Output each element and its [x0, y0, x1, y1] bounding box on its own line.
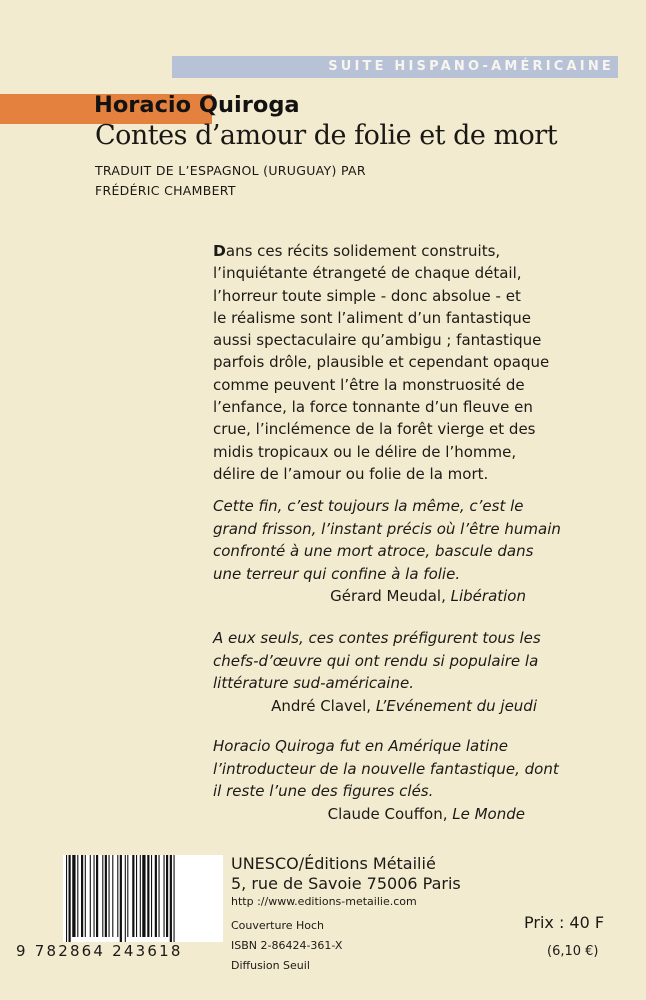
barcode-bar: [94, 855, 95, 937]
barcode-bar: [140, 855, 141, 937]
blurb-line: midis tropicaux ou le délire de l’homme,: [213, 442, 517, 461]
blurb-line: délire de l’amour ou folie de la mort.: [213, 464, 489, 483]
quote-line: l’introducteur de la nouvelle fantastique, dont: [213, 759, 559, 778]
barcode-bar: [120, 855, 122, 942]
blurb-line: aussi spectaculaire qu’ambigu ; fantastique: [213, 331, 542, 350]
blurb-line: l’enfance, la force tonnante d’un fleuve en: [213, 398, 533, 417]
quote-line: Horacio Quiroga fut en Amérique latine: [213, 737, 509, 755]
book-blurb: [213, 240, 623, 485]
blurb-line: crue, l’inclémence de la forêt vierge et des: [213, 420, 536, 439]
barcode-bar: [81, 855, 83, 937]
blurb-line: [213, 240, 623, 262]
quote-text: [213, 735, 623, 803]
press-quote: [213, 627, 623, 717]
quote-line: A eux seuls, ces contes préfigurent tous les: [213, 629, 541, 647]
barcode-bar: [102, 855, 103, 937]
barcode: [63, 855, 223, 942]
quote-line: grand frisson, l’instant précis où l’être humain: [213, 519, 561, 538]
barcode-bar: [85, 855, 86, 937]
translator-line-1: TRADUIT DE L’ESPAGNOL (URUGUAY) PAR: [95, 163, 366, 178]
quote-line: une terreur qui confine à la folie.: [213, 564, 461, 583]
barcode-bar: [170, 855, 172, 942]
quote-source: Libération: [450, 587, 526, 605]
quote-text: [213, 627, 623, 695]
barcode-bar: [136, 855, 137, 937]
barcode-bar: [147, 855, 149, 937]
quote-author: André Clavel,: [271, 696, 372, 715]
quote-line: il reste l’une des figures clés.: [213, 782, 434, 800]
barcode-bar: [174, 855, 175, 942]
blurb-line: comme peuvent l’être la monstruosité de: [213, 375, 525, 394]
barcode-bar: [151, 855, 152, 937]
barcode-bar: [90, 855, 91, 937]
barcode-bars: [63, 855, 223, 942]
cover-credit: Couverture Hoch: [231, 919, 325, 932]
barcode-bar: [166, 855, 168, 937]
barcode-bar: [159, 855, 160, 937]
quote-source: L’Evénement du jeudi: [375, 696, 537, 715]
barcode-bar: [155, 855, 157, 937]
quote-attribution: [213, 695, 623, 718]
barcode-bar: [127, 855, 128, 937]
quote-line: Cette fin, c’est toujours la même, c’est le: [213, 497, 524, 515]
quote-author: Claude Couffon,: [327, 804, 448, 823]
barcode-bar: [66, 855, 67, 942]
price: Prix : 40 F: [524, 913, 605, 932]
quote-attribution: [213, 585, 623, 608]
press-quote: [213, 495, 623, 608]
barcode-bar: [112, 855, 113, 937]
translator-credit: [95, 161, 366, 201]
publisher-url: http ://www.editions-metailie.com: [231, 895, 417, 908]
barcode-bar: [69, 855, 71, 942]
translator-line-2: FRÉDÉRIC CHAMBERT: [95, 183, 236, 198]
quote-attribution: [213, 803, 623, 826]
publisher-info: [231, 854, 461, 974]
quote-text: [213, 495, 623, 585]
blurb-line-text: ans ces récits solidement construits,: [225, 242, 501, 260]
quote-source: Le Monde: [452, 804, 525, 823]
publisher-name: UNESCO/Éditions Métailié: [231, 854, 436, 873]
barcode-bar: [77, 855, 78, 937]
blurb-line: l’horreur toute simple - donc absolue - et: [213, 286, 521, 305]
isbn: ISBN 2-86424-361-X: [231, 939, 343, 952]
barcode-bar: [96, 855, 98, 937]
author-name: Horacio Quiroga: [94, 92, 300, 118]
series-banner: SUITE HISPANO-AMÉRICAINE: [172, 56, 618, 78]
blurb-line: parfois drôle, plausible et cependant opaque: [213, 353, 550, 372]
barcode-bar: [125, 855, 126, 942]
press-quote: [213, 735, 623, 825]
barcode-bar: [105, 855, 107, 937]
price-euro: (6,10 €): [547, 944, 599, 959]
quote-line: littérature sud-américaine.: [213, 674, 414, 692]
quote-line: chefs-d’œuvre qui ont rendu si populaire la: [213, 651, 539, 670]
quote-line: confronté à une mort atroce, bascule dans: [213, 542, 534, 560]
barcode-bar: [109, 855, 110, 937]
barcode-bar: [117, 855, 118, 937]
barcode-bar: [132, 855, 134, 937]
blurb-line: le réalisme sont l’aliment d’un fantastique: [213, 308, 532, 327]
quote-author: Gérard Meudal,: [330, 587, 446, 605]
barcode-bar: [72, 855, 75, 937]
blurb-line: l’inquiétante étrangeté de chaque détail,: [213, 264, 522, 283]
publisher-address: 5, rue de Savoie 75006 Paris: [231, 874, 461, 893]
book-title: Contes d’amour de folie et de mort: [95, 120, 558, 151]
distribution: Diffusion Seuil: [231, 959, 310, 972]
blurb-drop-letter: D: [213, 242, 226, 260]
barcode-bar: [164, 855, 165, 937]
barcode-bar: [142, 855, 145, 937]
barcode-number: 9 782864 243618: [16, 942, 183, 960]
